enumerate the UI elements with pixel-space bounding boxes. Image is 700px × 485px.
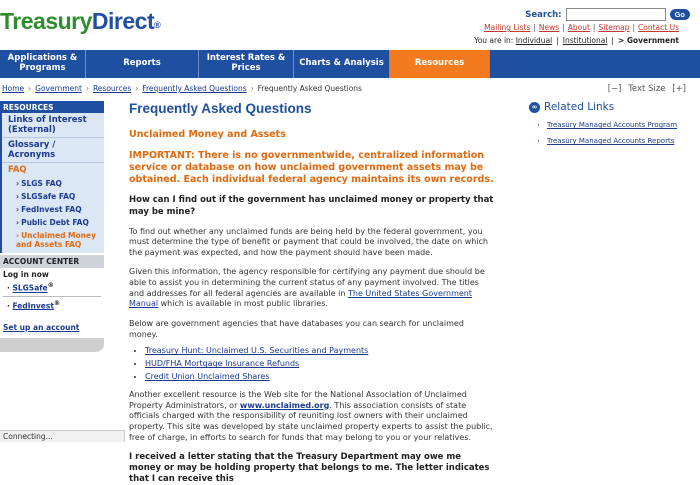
contact-us-link[interactable]: Contact Us [638, 23, 679, 32]
nav-charts-analysis[interactable]: Charts & Analysis [294, 50, 390, 78]
breadcrumb-separator: › [28, 84, 32, 93]
nav-interest-rates-prices[interactable]: Interest Rates & Prices [199, 50, 294, 78]
you-are-in-label: You are in: [474, 36, 514, 45]
setup-account [0, 315, 104, 338]
section-subtitle: Unclaimed Money and Assets [129, 129, 286, 140]
fedinvest-link[interactable]: FedInvest [12, 301, 54, 310]
question-heading: I received a letter stating that the Treasury Department may owe me money or may be holding property that belongs to me. The letter indicates that I can receive this [129, 452, 490, 485]
separator: | [632, 23, 636, 32]
sidebar-sub-label: SLGSafe FAQ [21, 192, 76, 201]
breadcrumb-government[interactable]: Government [35, 84, 82, 93]
text: Another excellent resource is the Web site for the National Association of Unclaimed Property Administrators, or [129, 390, 467, 410]
list-item [145, 359, 495, 368]
breadcrumb-home[interactable]: Home [2, 84, 25, 93]
chevron-right-icon: › [16, 179, 20, 188]
search-input[interactable] [566, 8, 666, 21]
sidebar-sub-public-debt-faq[interactable] [2, 216, 104, 229]
text-size-increase[interactable]: [+] [672, 84, 686, 94]
breadcrumb-faq[interactable]: Frequently Asked Questions [142, 84, 247, 93]
sidebar-heading: RESOURCES [0, 101, 104, 113]
breadcrumb-resources[interactable]: Resources [92, 84, 132, 93]
slgsafe-login[interactable]: · SLGSafe® [3, 279, 101, 297]
text-size-label: Text Size [628, 84, 666, 94]
link-icon: ∞ [529, 102, 540, 113]
search-bar [525, 8, 690, 21]
sidebar-sub-fedinvest-faq[interactable] [2, 203, 104, 216]
chevron-right-icon: › [537, 137, 540, 145]
breadcrumb-separator: › [135, 84, 139, 93]
tmap-link[interactable]: Treasury Managed Accounts Program [547, 121, 678, 129]
related-link-item [529, 121, 694, 129]
logo-direct: Direct [91, 8, 155, 34]
setup-account-link[interactable]: Set up an account [3, 323, 80, 332]
sidebar-sub-unclaimed-faq[interactable] [2, 229, 104, 253]
text: which is available in most public libraries. [158, 299, 328, 309]
account-center [0, 268, 104, 315]
institutional-link[interactable]: Institutional [562, 36, 608, 45]
nav-applications-programs[interactable]: Applications & Programs [0, 50, 86, 78]
sidebar-footer [0, 338, 104, 352]
treasury-hunt-link[interactable]: Treasury Hunt: Unclaimed U.S. Securities and Payments [145, 346, 369, 356]
sidebar-sub-label: Public Debt FAQ [21, 218, 89, 227]
important-notice: IMPORTANT: There is no governmentwide, centralized information service or database on how unclaimed government assets may be obtained. Each individual federal agency maintains its own records. [129, 150, 494, 186]
main-content [129, 101, 495, 485]
related-links [529, 101, 694, 145]
treasurydirect-logo[interactable] [0, 8, 160, 35]
breadcrumb [2, 84, 362, 93]
answer-paragraph: Below are government agencies that have databases you can search for unclaimed money. [129, 318, 464, 339]
page-title: Frequently Asked Questions [129, 101, 312, 116]
nav-resources[interactable]: Resources [390, 50, 490, 78]
mailing-lists-link[interactable]: Mailing Lists [484, 23, 531, 32]
hud-fha-link[interactable]: HUD/FHA Mortgage Insurance Refunds [145, 359, 300, 369]
main-nav [0, 50, 700, 78]
browser-status-bar: Connecting... [0, 430, 125, 442]
sidebar-sub-label: FedInvest FAQ [21, 205, 82, 214]
individual-link[interactable]: Individual [515, 36, 553, 45]
government-current: > Government [617, 36, 679, 45]
logo-treasury: Treasury [0, 8, 92, 34]
chevron-right-icon: › [16, 231, 20, 240]
chevron-right-icon: › [16, 192, 20, 201]
reg-mark: ® [53, 299, 61, 307]
agency-list [145, 346, 495, 381]
government-manual-link[interactable]: The United States Government Manual [129, 288, 473, 309]
sidebar-item-glossary[interactable]: Glossary / Acronyms [2, 138, 104, 163]
sidebar-menu [0, 113, 104, 253]
news-link[interactable]: News [538, 23, 560, 32]
text-size-control [606, 84, 688, 94]
related-links-heading [529, 101, 694, 113]
about-link[interactable]: About [567, 23, 590, 32]
separator: | [562, 23, 565, 32]
chevron-right-icon: › [16, 205, 20, 214]
chevron-right-icon: › [537, 121, 540, 129]
search-go-button[interactable]: Go [670, 9, 690, 20]
text: Given this information, the agency responsible for certifying any payment due should be able to assist you in determining the current status of any payment involved. The titles and addresses for all federal agencies are available in [129, 267, 485, 298]
sitemap-link[interactable]: Sitemap [598, 23, 630, 32]
separator: | [533, 23, 536, 32]
list-item [145, 372, 495, 381]
related-links-title: Related Links [544, 101, 615, 113]
list-item [145, 346, 495, 355]
sidebar-sub-slgs-faq[interactable] [2, 177, 104, 190]
answer-paragraph [129, 267, 495, 310]
sidebar-item-links-of-interest[interactable]: Links of Interest (External) [2, 113, 104, 138]
audience-switcher [474, 36, 679, 45]
nav-reports[interactable]: Reports [86, 50, 199, 78]
sidebar-sub-slgsafe-faq[interactable] [2, 190, 104, 203]
logo-reg-mark: ® [154, 20, 161, 30]
login-label: Log in now [3, 270, 49, 279]
chevron-right-icon: › [16, 218, 20, 227]
sidebar-sub-label: Unclaimed Money and Assets FAQ [16, 231, 96, 249]
sidebar-sub-label: SLGS FAQ [21, 179, 62, 188]
question-heading: How can I find out if the government has unclaimed money or property that may be mine? [129, 195, 494, 217]
breadcrumb-separator: › [85, 84, 89, 93]
reg-mark: ® [47, 282, 54, 289]
unclaimed-org-link[interactable]: www.unclaimed.org [239, 400, 330, 410]
separator: | [611, 36, 614, 45]
sidebar [0, 101, 104, 352]
account-center-heading: ACCOUNT CENTER [0, 255, 104, 268]
answer-paragraph: To find out whether any unclaimed funds are being held by the federal government, you must determine the type of benefit or payment that could be involved, the date on which the payment was expected, and how the payment should have been made. [129, 226, 488, 257]
breadcrumb-separator: › [250, 84, 254, 93]
text: . This association consists of state officials charged with the responsibility of reuniting lost owners with their unclaimed property. This site was developed by state unclaimed property experts to assist the public, free of charge, in efforts to search for funds that may belong to you or your relatives. [129, 400, 493, 442]
related-link-item [529, 137, 694, 145]
tmar-link[interactable]: Treasury Managed Accounts Reports [547, 137, 675, 145]
separator: | [556, 36, 559, 45]
breadcrumb-current: Frequently Asked Questions [257, 84, 362, 93]
utility-links [484, 23, 679, 32]
answer-paragraph [129, 390, 495, 443]
sidebar-item-faq[interactable]: FAQ [8, 165, 27, 175]
separator: | [592, 23, 596, 32]
slgsafe-link[interactable]: SLGSafe [12, 283, 48, 293]
search-label: Search: [525, 9, 562, 20]
credit-union-link[interactable]: Credit Union Unclaimed Shares [145, 372, 270, 382]
text-size-decrease[interactable]: [−] [607, 84, 622, 94]
fedinvest-login[interactable]: · FedInvest® [7, 299, 61, 310]
